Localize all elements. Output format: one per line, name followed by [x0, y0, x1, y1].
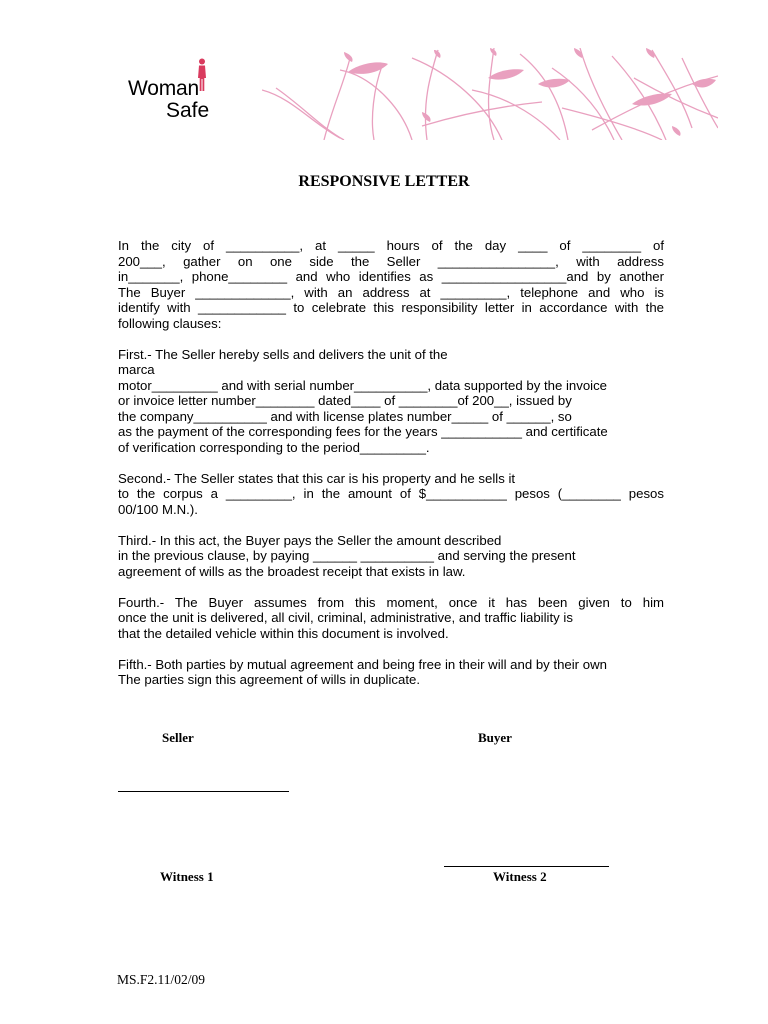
witness2-signature-line — [444, 866, 609, 867]
clause-paragraph — [118, 595, 664, 642]
paragraph-line: Fifth.- Both parties by mutual agreement and being free in their will and by their own — [118, 656, 607, 672]
floral-banner — [262, 48, 718, 140]
witness1-label: Witness 1 — [160, 869, 214, 884]
paragraph-line: Third.- In this act, the Buyer pays the Seller the amount described — [118, 532, 502, 548]
clause-paragraph — [118, 471, 664, 518]
paragraph-line: motor_________ and with serial number__________, data supported by the invoice — [118, 377, 608, 393]
seller-signature-line — [118, 791, 289, 792]
paragraph-line: marca — [118, 362, 155, 377]
paragraph-line: Second.- The Seller states that this car is his property and he sells it — [118, 470, 516, 486]
paragraph-line: of verification corresponding to the period_________. — [118, 439, 430, 455]
paragraph-line: In the city of __________, at _____ hours of the day ____ of ________ of — [118, 238, 664, 253]
womansafe-logo — [128, 56, 218, 126]
clause-paragraph — [118, 657, 664, 688]
clause-paragraph — [118, 238, 664, 331]
paragraph-line: as the payment of the corresponding fees for the years ___________ and certificate — [118, 424, 608, 439]
paragraph-line: or invoice letter number________ dated____ of ________of 200__, issued by — [118, 393, 572, 408]
document-title: RESPONSIVE LETTER — [298, 173, 470, 190]
paragraph-line: The Buyer _____________, with an address at _________, telephone and who is — [118, 284, 664, 300]
paragraph-line: that the detailed vehicle within this document is involved. — [118, 625, 449, 641]
paragraph-line: The parties sign this agreement of wills in duplicate. — [118, 672, 420, 687]
paragraph-line: in_______, phone________ and who identifies as _________________and by another — [118, 269, 664, 284]
paragraph-line: in the previous clause, by paying ______ __________ and serving the present — [118, 548, 576, 563]
witness2-label: Witness 2 — [493, 869, 547, 884]
logo-word-woman: Woman — [128, 77, 199, 100]
letter-body — [118, 238, 664, 703]
paragraph-line: 00/100 M.N.). — [118, 501, 198, 517]
paragraph-line: 200___, gather on one side the Seller ________________, with address — [118, 253, 664, 269]
clause-paragraph — [118, 533, 664, 580]
paragraph-line: the company__________ and with license plates number_____ of ______, so — [118, 408, 572, 424]
paragraph-line: once the unit is delivered, all civil, criminal, administrative, and traffic liability is — [118, 610, 573, 625]
logo-word-safe: Safe — [166, 99, 210, 122]
paragraph-line: following clauses: — [118, 315, 222, 331]
paragraph-line: agreement of wills as the broadest receipt that exists in law. — [118, 563, 466, 579]
paragraph-line: identify with ____________ to celebrate this responsibility letter in accordance with the — [118, 300, 664, 315]
document-code: MS.F2.11/02/09 — [117, 972, 206, 987]
clause-paragraph — [118, 347, 664, 456]
paragraph-line: First.- The Seller hereby sells and delivers the unit of the — [118, 346, 448, 362]
paragraph-line: to the corpus a _________, in the amount of $___________ pesos (________ pesos — [118, 486, 664, 501]
seller-label: Seller — [162, 730, 194, 745]
buyer-label: Buyer — [478, 730, 512, 745]
paragraph-line: Fourth.- The Buyer assumes from this moment, once it has been given to him — [118, 594, 664, 610]
